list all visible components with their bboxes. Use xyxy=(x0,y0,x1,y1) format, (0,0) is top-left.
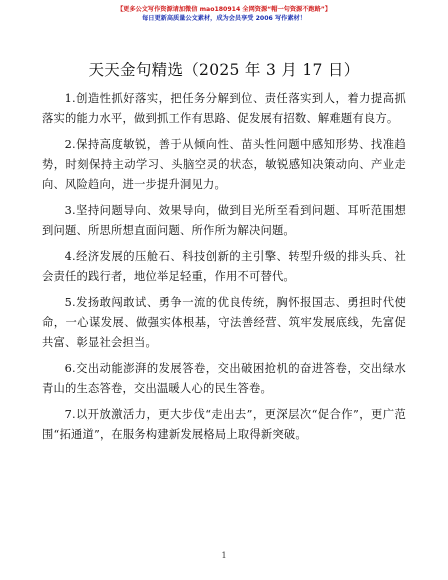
quote-item-3: 3.坚持问题导向、效果导向，做到目光所至看到问题、耳听范围想到问题、所思所想直面问题、所作所为解决问题。 xyxy=(42,204,406,237)
quote-list xyxy=(42,89,406,445)
promo-banner-line-1: 【更多公文写作资源请加微信 mao180914 全网资源“帽一句资源不跑路”】 xyxy=(116,6,332,13)
promo-banner xyxy=(42,0,406,23)
promo-banner-line-2: 每日更新高质量公文素材，成为会员享受 2006 写作素材！ xyxy=(142,15,306,22)
quote-item-1: 1.创造性抓好落实，把任务分解到位、责任落实到人，着力提高抓落实的能力水平，做到抓工作有思路、促发展有招数、解难题有良方。 xyxy=(42,92,406,125)
quote-item-4: 4.经济发展的压舱石、科技创新的主引擎、转型升级的排头兵、社会责任的践行者，地位举足轻重，作用不可替代。 xyxy=(42,250,406,283)
document-title: 天天金句精选（2025 年 3 月 17 日） xyxy=(88,61,360,79)
page-number: 1 xyxy=(221,551,227,560)
quote-item-7: 7.以开放激活力，更大步伐“走出去”，更深层次“促合作”，更广范围“拓通道”，在服务构建新发展格局上取得新突破。 xyxy=(42,408,406,441)
quote-item-2: 2.保持高度敏锐，善于从倾向性、苗头性问题中感知形势、找准趋势，时刻保持主动学习、头脑空灵的状态，敏锐感知决策动向、产业走向、风险趋向，进一步提升洞见力。 xyxy=(42,138,406,191)
quote-item-6: 6.交出动能澎湃的发展答卷，交出破困抢机的奋进答卷，交出绿水青山的生态答卷，交出温暖人心的民生答卷。 xyxy=(42,362,406,395)
quote-item-5: 5.发扬敢闯敢试、勇争一流的优良传统，胸怀报国志、勇担时代使命，一心谋发展、做强实体根基，守法善经营、筑牢发展底线，先富促共富、彰显社会担当。 xyxy=(42,296,406,349)
